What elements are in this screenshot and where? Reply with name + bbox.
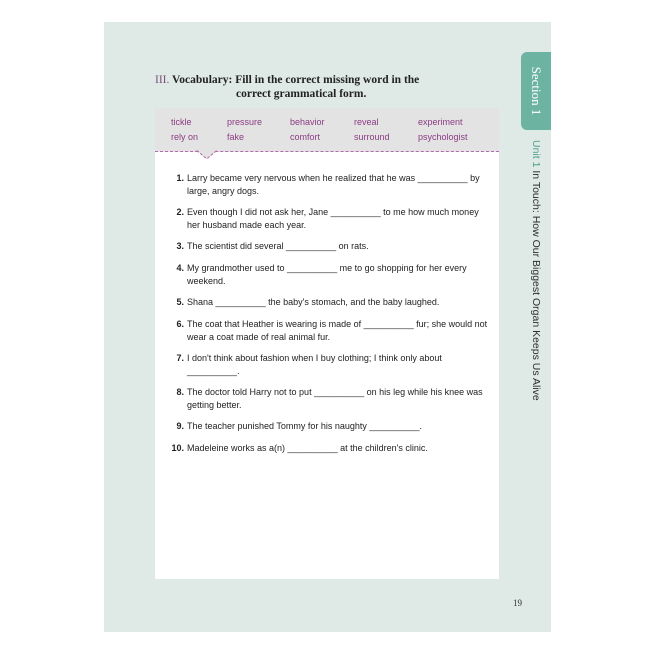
page-number: 19	[513, 598, 522, 608]
exercise-number: III.	[155, 74, 170, 86]
item-text: Madeleine works as a(n) __________ at the children's clinic.	[187, 443, 428, 453]
item-text: Larry became very nervous when he realized that he was __________ by large, angry dogs.	[187, 173, 480, 196]
list-item	[170, 318, 490, 343]
exercise-instructions-line2: correct grammatical form.	[236, 88, 367, 100]
item-number: 4.	[176, 263, 184, 273]
item-number: 7.	[176, 353, 184, 363]
list-item	[170, 172, 490, 197]
list-item	[170, 262, 490, 287]
item-text: The doctor told Harry not to put __________ on his leg while his knee was getting better.	[187, 387, 483, 410]
item-text: My grandmother used to __________ me to go shopping for her every weekend.	[187, 263, 467, 286]
item-number: 8.	[176, 387, 184, 397]
word-bank-word: comfort	[290, 132, 321, 142]
word-bank-word: psychologist	[418, 132, 468, 142]
word-bank-word: surround	[354, 132, 390, 142]
list-item	[170, 442, 490, 455]
word-bank-word: pressure	[227, 117, 263, 127]
item-number: 2.	[176, 207, 184, 217]
list-item	[170, 240, 490, 253]
item-text: Shana __________ the baby's stomach, and the baby laughed.	[187, 297, 440, 307]
item-number: 10.	[171, 443, 184, 453]
item-number: 3.	[176, 241, 184, 251]
section-label: Section 1	[529, 66, 544, 116]
word-bank-word: tickle	[171, 117, 192, 127]
exercise-instructions-line1: Vocabulary: Fill in the correct missing word in the	[172, 74, 420, 86]
unit-title: In Touch: How Our Biggest Organ Keeps Us Alive	[530, 170, 542, 401]
unit-number: Unit 1	[530, 140, 542, 168]
word-bank-word: reveal	[354, 117, 379, 127]
list-item	[170, 352, 490, 377]
word-bank	[155, 108, 499, 151]
list-item	[170, 206, 490, 231]
section-tab	[521, 52, 551, 130]
word-bank-word: behavior	[290, 117, 325, 127]
item-text: The scientist did several __________ on rats.	[187, 241, 369, 251]
list-item	[170, 386, 490, 411]
item-number: 9.	[176, 421, 184, 431]
word-bank-word: fake	[227, 132, 245, 142]
word-bank-word: rely on	[171, 132, 199, 142]
word-bank-word: experiment	[418, 117, 463, 127]
unit-label	[530, 140, 542, 401]
item-text: The teacher punished Tommy for his naughty __________.	[187, 421, 422, 431]
item-text: Even though I did not ask her, Jane __________ to me how much money her husband made each year.	[187, 207, 479, 230]
item-text: The coat that Heather is wearing is made of __________ fur; she would not wear a coat made of real animal fur.	[187, 319, 488, 342]
item-number: 1.	[176, 173, 184, 183]
item-number: 6.	[176, 319, 184, 329]
item-number: 5.	[176, 297, 184, 307]
list-item	[170, 420, 490, 433]
exercise-heading	[155, 73, 485, 101]
list-item	[170, 296, 490, 309]
item-text: I don't think about fashion when I buy clothing; I think only about __________.	[187, 353, 442, 376]
